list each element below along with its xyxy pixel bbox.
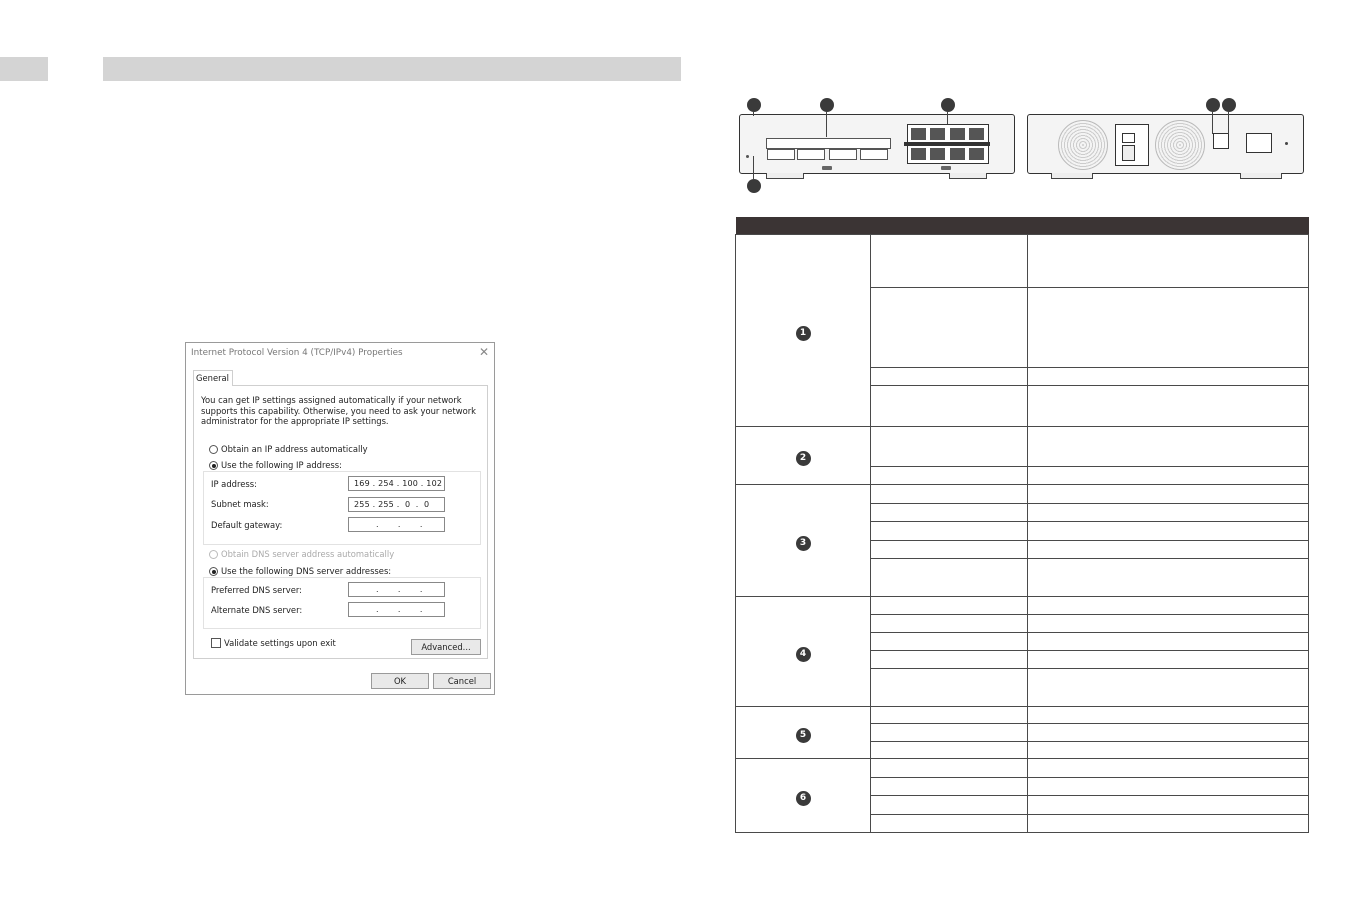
subnet-mask-label: Subnet mask: [211,499,269,509]
item-cell [871,707,1028,724]
mgmt-port [1246,133,1272,153]
number-badge: 5 [796,728,811,743]
port-divider [904,142,990,146]
item-cell [871,485,1028,504]
front-foot-left [766,173,804,179]
use-following-ip-radio[interactable] [209,461,218,470]
device-rear-panel [1027,114,1304,174]
item-cell [871,427,1028,467]
preferred-dns-label: Preferred DNS server: [211,585,302,595]
description-cell [1028,559,1309,597]
item-cell [871,235,1028,288]
table-row [736,707,1309,724]
table-row [736,427,1309,467]
callout-leader [753,112,754,116]
callout-leader [1212,112,1213,134]
description-cell [1028,815,1309,833]
description-cell [1028,633,1309,651]
rj45-port [911,148,926,160]
page-tab-marker [0,57,48,81]
item-cell [871,597,1028,615]
preferred-dns-field[interactable]: . . . [348,582,445,597]
description-cell [1028,288,1309,368]
rj45-port [930,128,945,140]
item-cell [871,815,1028,833]
group-cell [736,707,871,759]
description-cell [1028,651,1309,669]
table-row [736,759,1309,778]
group-cell [736,485,871,597]
callout-leader [826,112,827,137]
description-cell [1028,467,1309,485]
table-header-row [736,217,1309,235]
reset-button [1285,142,1288,145]
power-switch [1122,145,1135,161]
description-cell [1028,386,1309,427]
description-cell [1028,504,1309,522]
description-cell [1028,522,1309,541]
item-cell [871,504,1028,522]
description-cell [1028,759,1309,778]
sfp-port [860,149,888,160]
fan-grille [1058,120,1108,170]
item-cell [871,467,1028,485]
ip-address-field[interactable]: 169 . 254 . 100 . 102 [348,476,445,491]
power-led [746,155,749,158]
description-cell [1028,597,1309,615]
description-cell [1028,427,1309,467]
obtain-dns-auto-label: Obtain DNS server address automatically [221,549,395,559]
description-cell [1028,235,1309,288]
validate-checkbox[interactable] [211,638,221,648]
sfp-port [767,149,795,160]
group-cell [736,427,871,485]
item-cell [871,368,1028,386]
default-gateway-label: Default gateway: [211,520,283,530]
rj45-port [950,128,965,140]
description-cell [1028,724,1309,742]
close-icon[interactable]: ✕ [479,345,490,359]
sfp-port [829,149,857,160]
rj45-port [930,148,945,160]
rj45-port-block [907,124,989,164]
number-badge: 6 [796,791,811,806]
subnet-mask-field[interactable]: 255 . 255 . 0 . 0 [348,497,445,512]
validate-label: Validate settings upon exit [224,638,336,648]
callout-leader [1228,112,1229,134]
item-cell [871,724,1028,742]
callout-marker [941,98,955,112]
number-badge: 1 [796,326,811,341]
obtain-ip-auto-label: Obtain an IP address automatically [221,444,368,454]
group-cell [736,759,871,833]
alternate-dns-field[interactable]: . . . [348,602,445,617]
number-badge: 3 [796,536,811,551]
item-cell [871,559,1028,597]
description-cell [1028,368,1309,386]
number-badge: 4 [796,647,811,662]
description-cell [1028,796,1309,815]
power-socket [1122,133,1135,143]
obtain-dns-auto-radio[interactable] [209,550,218,559]
item-cell [871,386,1028,427]
rj45-port [911,128,926,140]
callout-leader [753,156,754,179]
description-cell [1028,742,1309,759]
device-front-panel [739,114,1015,174]
power-inlet [1115,124,1149,166]
callout-marker [1206,98,1220,112]
rear-foot-left [1051,173,1093,179]
item-cell [871,651,1028,669]
description-cell [1028,669,1309,707]
description-cell [1028,541,1309,559]
front-indicator [822,166,832,170]
use-following-ip-label: Use the following IP address: [221,460,342,470]
table-row [736,597,1309,615]
item-cell [871,288,1028,368]
callout-marker [747,98,761,112]
advanced-button[interactable]: Advanced... [411,639,481,655]
table-row [736,235,1309,288]
item-cell [871,742,1028,759]
table-row [736,485,1309,504]
rj45-port [969,128,984,140]
ip-address-label: IP address: [211,479,257,489]
description-cell [1028,485,1309,504]
rj45-port [969,148,984,160]
intro-text: You can get IP settings assigned automatically if your network supports this capability. Otherwise, you need to ask your network administrator for the appropriate IP settings. [201,395,476,426]
item-cell [871,522,1028,541]
item-cell [871,615,1028,633]
console-port [1213,133,1229,149]
description-cell [1028,707,1309,724]
sfp-port [797,149,825,160]
obtain-ip-auto-radio[interactable] [209,445,218,454]
item-cell [871,633,1028,651]
spec-table [735,217,1309,833]
ok-button[interactable]: OK [371,673,429,689]
group-cell [736,597,871,707]
description-cell [1028,778,1309,796]
section-header-bar [103,57,681,81]
led-strip [766,138,891,149]
item-cell [871,759,1028,778]
alternate-dns-label: Alternate DNS server: [211,605,303,615]
item-cell [871,541,1028,559]
ipv4-properties-dialog [185,342,495,695]
cancel-button[interactable]: Cancel [433,673,491,689]
callout-leader [947,112,948,124]
use-following-dns-label: Use the following DNS server addresses: [221,566,392,576]
fan-grille [1155,120,1205,170]
callout-marker [1222,98,1236,112]
use-following-dns-radio[interactable] [209,567,218,576]
callout-marker [820,98,834,112]
item-cell [871,778,1028,796]
number-badge: 2 [796,451,811,466]
item-cell [871,796,1028,815]
default-gateway-field[interactable]: . . . [348,517,445,532]
group-cell [736,235,871,427]
dialog-title: Internet Protocol Version 4 (TCP/IPv4) Properties [191,348,403,358]
tab-general[interactable]: General [193,370,233,386]
rj45-port [950,148,965,160]
front-foot-right [949,173,987,179]
item-cell [871,669,1028,707]
front-indicator [941,166,951,170]
description-cell [1028,615,1309,633]
callout-marker [747,179,761,193]
rear-foot-right [1240,173,1282,179]
